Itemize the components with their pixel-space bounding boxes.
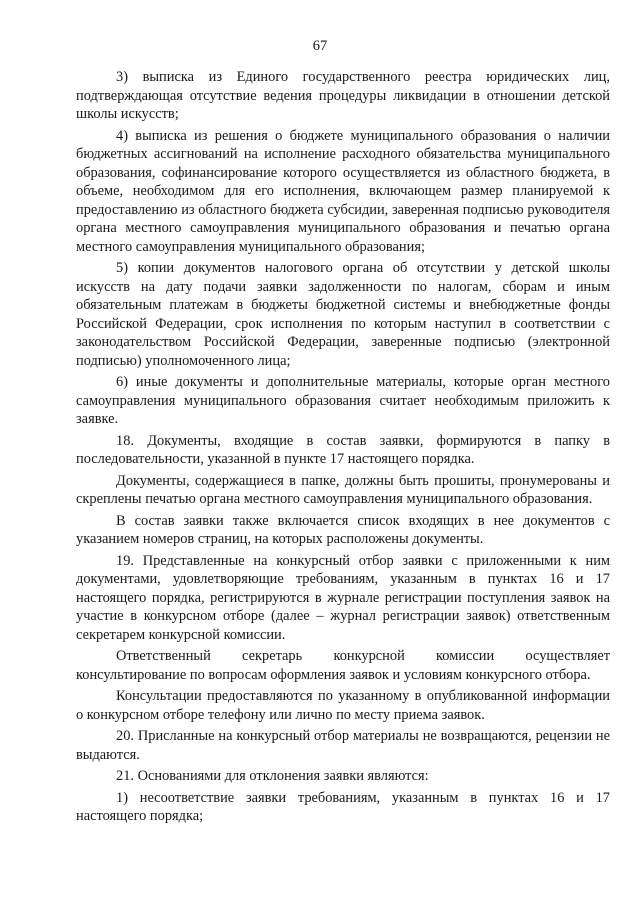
- paragraph-item-3: 3) выписка из Единого государственного реестра юридических лиц, подтверждающая отсутствие ведения процедуры ликвидации в отношении детской школы искусств;: [76, 69, 610, 122]
- paragraph-consultations: Консультации предоставляются по указанному в опубликованной информации о конкурсном отборе телефону или лично по месту приема заявок.: [76, 688, 610, 723]
- paragraph-item-4: 4) выписка из решения о бюджете муниципального образования о наличии бюджетных ассигнований на исполнение расходного обязательства муниципального образования, софинансирование которого осуществляется из областного бюджета, в объеме, необходимом для его исполнения, включающем размер планируемой к предоставлению из областного бюджета субсидии, заверенная подписью руководителя органа местного самоуправления муниципального образования и печатью органа местного самоуправления муниципального образования;: [76, 127, 610, 255]
- paragraph-secretary-consulting: Ответственный секретарь конкурсной комиссии осуществляет консультирование по вопросам оформления заявок и условиям конкурсного отбора.: [76, 648, 610, 683]
- paragraph-item-5: 5) копии документов налогового органа об отсутствии у детской школы искусств на дату подачи заявки задолженности по налогам, сборам и иным обязательным платежам в бюджеты бюджетной системы и внебюджетные фонды Российской Федерации, срок исполнения по которым наступил в соответствии с законодательством Российской Федерации, заверенные подписью (электронной подписью) уполномоченного лица;: [76, 260, 610, 369]
- paragraph-clause-21-item-1: 1) несоответствие заявки требованиям, указанным в пунктах 16 и 17 настоящего порядка;: [76, 789, 610, 824]
- paragraph-item-6: 6) иные документы и дополнительные материалы, которые орган местного самоуправления муниципального образования считает необходимым приложить к заявке.: [76, 374, 610, 427]
- paragraph-clause-20: 20. Присланные на конкурсный отбор материалы не возвращаются, рецензии не выдаются.: [76, 728, 610, 763]
- paragraph-folder-requirements: Документы, содержащиеся в папке, должны быть прошиты, пронумерованы и скреплены печатью органа местного самоуправления муниципального образования.: [76, 472, 610, 507]
- paragraph-clause-19: 19. Представленные на конкурсный отбор заявки с приложенными к ним документами, удовлетворяющие требованиям, указанным в пунктах 16 и 17 настоящего порядка, регистрируются в журнале регистрации поступления заявок на участие в конкурсном отборе (далее – журнал регистрации заявок) ответственным секретарем конкурсной комиссии.: [76, 552, 610, 643]
- paragraph-clause-21: 21. Основаниями для отклонения заявки являются:: [116, 768, 429, 784]
- paragraph-document-list: В состав заявки также включается список входящих в нее документов с указанием номеров страниц, на которых расположены документы.: [76, 512, 610, 547]
- document-body: [76, 68, 610, 829]
- page-number: 67: [312, 38, 328, 54]
- paragraph-clause-18: 18. Документы, входящие в состав заявки, формируются в папку в последовательности, указанной в пункте 17 настоящего порядка.: [76, 432, 610, 467]
